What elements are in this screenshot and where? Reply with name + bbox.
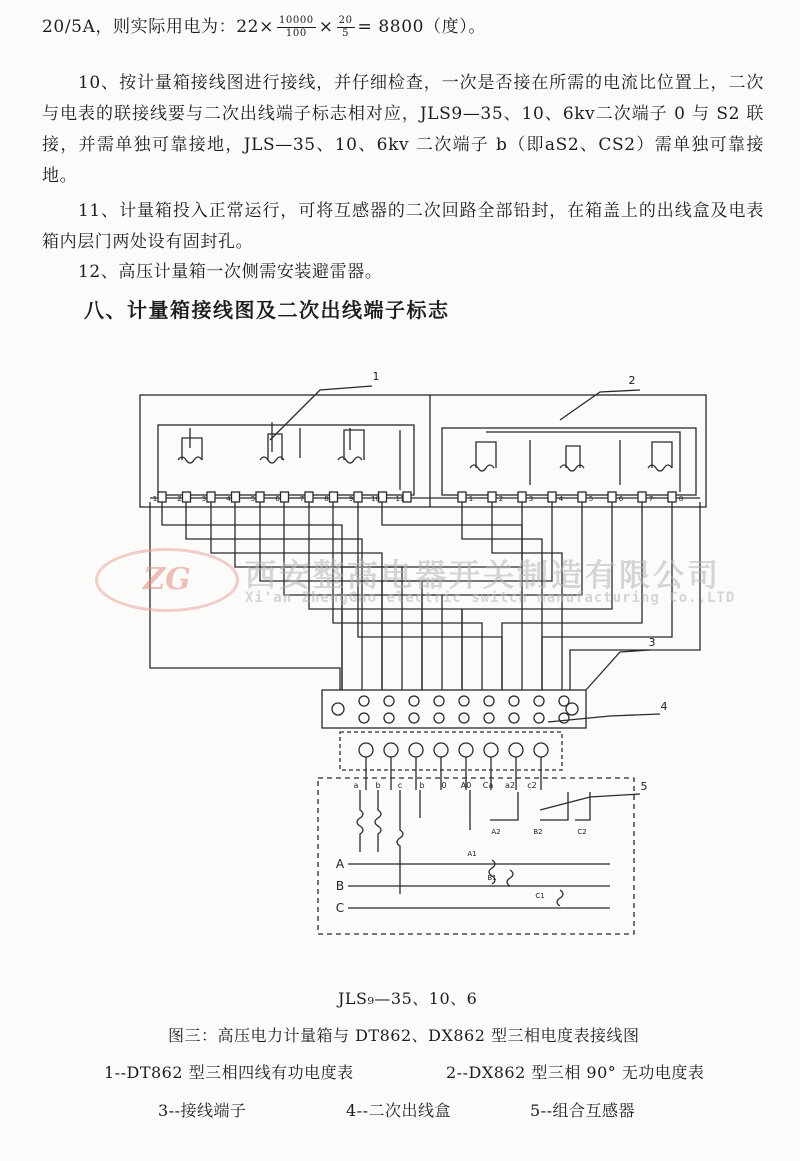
terminal-label-6: A0 — [460, 781, 472, 790]
meter2-terminal-label-5: 5 — [588, 495, 594, 503]
meter1-terminal-6 — [281, 492, 289, 502]
meter2-terminal-7 — [638, 492, 646, 502]
terminal-screw-bottom-2 — [384, 713, 394, 723]
meter1-coils — [178, 422, 400, 490]
meter2-terminal-4 — [548, 492, 556, 502]
frac1-numerator: 10000 — [278, 15, 314, 26]
meter1-terminal-2 — [183, 492, 191, 502]
meter2-terminal-1 — [458, 492, 466, 502]
transformer-label-B1: B1 — [487, 874, 497, 882]
paragraph-item-11: 11、计量箱投入正常运行，可将互感器的二次回路全部铅封，在箱盖上的出线盒及电表箱内层门两处设有固封孔。 — [42, 201, 764, 252]
transformer-label-A2: A2 — [491, 828, 501, 836]
transformer-label-B2: B2 — [533, 828, 543, 836]
terminal-screw-top-2 — [384, 696, 394, 706]
terminal-label-1: a — [353, 781, 359, 790]
phase-label-C: C — [335, 901, 345, 915]
outlet-hole-1 — [359, 743, 373, 757]
meter2-terminal-5 — [578, 492, 586, 502]
outlet-box-holes — [359, 743, 548, 790]
terminal-screw-bottom-9 — [559, 713, 569, 723]
terminal-screw-bottom-8 — [534, 713, 544, 723]
terminal-screw-top-4 — [434, 696, 444, 706]
legend-item-5: 5--组合互感器 — [530, 1101, 635, 1120]
terminal-screw-top-7 — [509, 696, 519, 706]
company-watermark — [95, 548, 736, 618]
terminal-label-8: a2 — [505, 781, 515, 790]
paragraph-item-12: 12、高压计量箱一次侧需安装避雷器。 — [78, 262, 383, 282]
meter1-terminal-label-2: 2 — [177, 495, 182, 503]
meter1-terminal-label-9: 9 — [348, 495, 354, 503]
terminal-screw-top-3 — [409, 696, 419, 706]
terminal-screw-bottom-3 — [409, 713, 419, 723]
meter2-terminal-label-8: 8 — [678, 495, 684, 503]
fraction-ct-ratio — [277, 15, 316, 40]
meter1-terminal-label-6: 6 — [275, 495, 280, 503]
meter2-frame — [442, 428, 696, 495]
outlet-hole-3 — [409, 743, 423, 757]
transformer-windings — [357, 790, 590, 906]
meter2-terminal-8 — [668, 492, 676, 502]
paragraph-item-10: 10、按计量箱接线图进行接线，并仔细检查，一次是否接在所需的电流比位置上，二次与电表的联接线要与二次出线端子标志相对应，JLS9—35、10、6kv二次端子 0 与 S2 联接，并需单独可靠接地，JLS—35、10、6kv 二次端子 b（即aS2、CS2）需单独可靠接地。 — [42, 73, 764, 186]
transformer-label-C1: C1 — [535, 892, 545, 900]
terminal-end-screw-left — [332, 703, 344, 715]
company-name-cn: 西安整高电器开关制造有限公司 — [245, 558, 721, 594]
meter1-terminal-label-5: 5 — [250, 495, 256, 503]
figure-title: 图三：高压电力计量箱与 DT862、DX862 型三相电度表接线图 — [168, 1026, 640, 1045]
meter1-terminal-label-3: 3 — [201, 495, 207, 503]
meter1-terminal-7 — [305, 492, 313, 502]
transformer-label-C2: C2 — [577, 828, 587, 836]
meter2-terminal-label-2: 2 — [498, 495, 504, 503]
terminal-screw-top-5 — [459, 696, 469, 706]
meter2-terminal-label-6: 6 — [618, 495, 624, 503]
legend-item-3: 3--接线端子 — [158, 1101, 247, 1120]
model-caption: JLS₉—35、10、6 — [338, 989, 478, 1008]
terminal-screw-bottom-7 — [509, 713, 519, 723]
phase-label-B: B — [335, 879, 345, 893]
wiring-diagram — [0, 350, 800, 950]
meter2-terminal-label-7: 7 — [648, 495, 654, 503]
meter-housing — [140, 395, 706, 507]
callout-5: 5 — [640, 780, 648, 793]
meter1-terminal-label-8: 8 — [324, 495, 329, 503]
frac2-denominator: 5 — [342, 28, 350, 39]
callout-3: 3 — [648, 636, 656, 649]
terminal-labels — [354, 781, 537, 790]
outlet-hole-6 — [484, 743, 498, 757]
legend-item-4: 4--二次出线盒 — [346, 1101, 451, 1120]
terminal-block-screws — [332, 696, 578, 723]
meter1-terminal-5 — [256, 492, 264, 502]
frac1-denominator: 100 — [285, 28, 307, 39]
terminal-screw-bottom-5 — [459, 713, 469, 723]
terminal-label-2: b — [375, 781, 381, 790]
meter1-terminal-label-11: 11 — [395, 495, 405, 503]
meter2-terminal-3 — [518, 492, 526, 502]
meter1-terminal-3 — [207, 492, 215, 502]
terminal-label-3: c — [397, 781, 403, 790]
callout-1: 1 — [372, 370, 380, 383]
transformer-label-A1: A1 — [467, 850, 477, 858]
legend-item-2: 2--DX862 型三相 90° 无功电度表 — [446, 1063, 705, 1082]
terminal-label-7: Ca — [482, 781, 494, 790]
outlet-hole-5 — [459, 743, 473, 757]
meter1-terminal-label-1: 1 — [152, 495, 158, 503]
meter2-terminal-6 — [608, 492, 616, 502]
callout-2: 2 — [628, 374, 636, 387]
phase-label-A: A — [335, 857, 345, 871]
meter1-terminal-4 — [232, 492, 240, 502]
meter1-terminal-1 — [158, 492, 166, 502]
calculation-line — [42, 12, 764, 43]
terminal-screw-top-6 — [484, 696, 494, 706]
terminal-label-4: b — [419, 781, 425, 790]
meter2-terminal-2 — [488, 492, 496, 502]
meter1-terminal-label-7: 7 — [299, 495, 305, 503]
terminal-screw-top-8 — [534, 696, 544, 706]
phase-lines — [348, 864, 610, 908]
company-name-en: Xi'an ZhengGao electric switch manufacturing Co.,LTD — [245, 590, 736, 606]
meter1-terminal-label-10: 10 — [371, 495, 380, 503]
meter2-coils — [470, 432, 680, 492]
legend-item-1: 1--DT862 型三相四线有功电度表 — [104, 1063, 354, 1082]
terminal-screw-bottom-4 — [434, 713, 444, 723]
outlet-hole-8 — [534, 743, 548, 757]
calc-times: × — [318, 17, 334, 37]
section-heading: 八、计量箱接线图及二次出线端子标志 — [84, 298, 450, 322]
meter2-terminal-label-1: 1 — [468, 495, 474, 503]
frac2-numerator: 20 — [338, 15, 353, 26]
terminal-screw-top-1 — [359, 696, 369, 706]
phase-labels — [336, 857, 345, 915]
meter1-terminal-label-4: 4 — [226, 495, 231, 503]
terminal-screw-bottom-1 — [359, 713, 369, 723]
terminal-end-screw-right — [566, 703, 578, 715]
outlet-hole-4 — [434, 743, 448, 757]
fraction-pt-ratio — [337, 15, 355, 40]
terminal-label-5: 0 — [441, 781, 447, 790]
calc-result: = 8800（度）。 — [357, 17, 486, 37]
callout-4: 4 — [660, 700, 668, 713]
meter2-terminal-label-3: 3 — [528, 495, 534, 503]
meter2-terminal-label-4: 4 — [558, 495, 564, 503]
calc-prefix: 20/5A，则实际用电为：22× — [42, 17, 274, 37]
meter1-terminal-9 — [354, 492, 362, 502]
meter1-frame — [158, 425, 414, 495]
terminal-label-9: c2 — [527, 781, 537, 790]
company-logo: ZG — [95, 548, 239, 612]
meter1-terminal-8 — [330, 492, 338, 502]
terminal-screw-bottom-6 — [484, 713, 494, 723]
outlet-hole-2 — [384, 743, 398, 757]
outlet-hole-7 — [509, 743, 523, 757]
